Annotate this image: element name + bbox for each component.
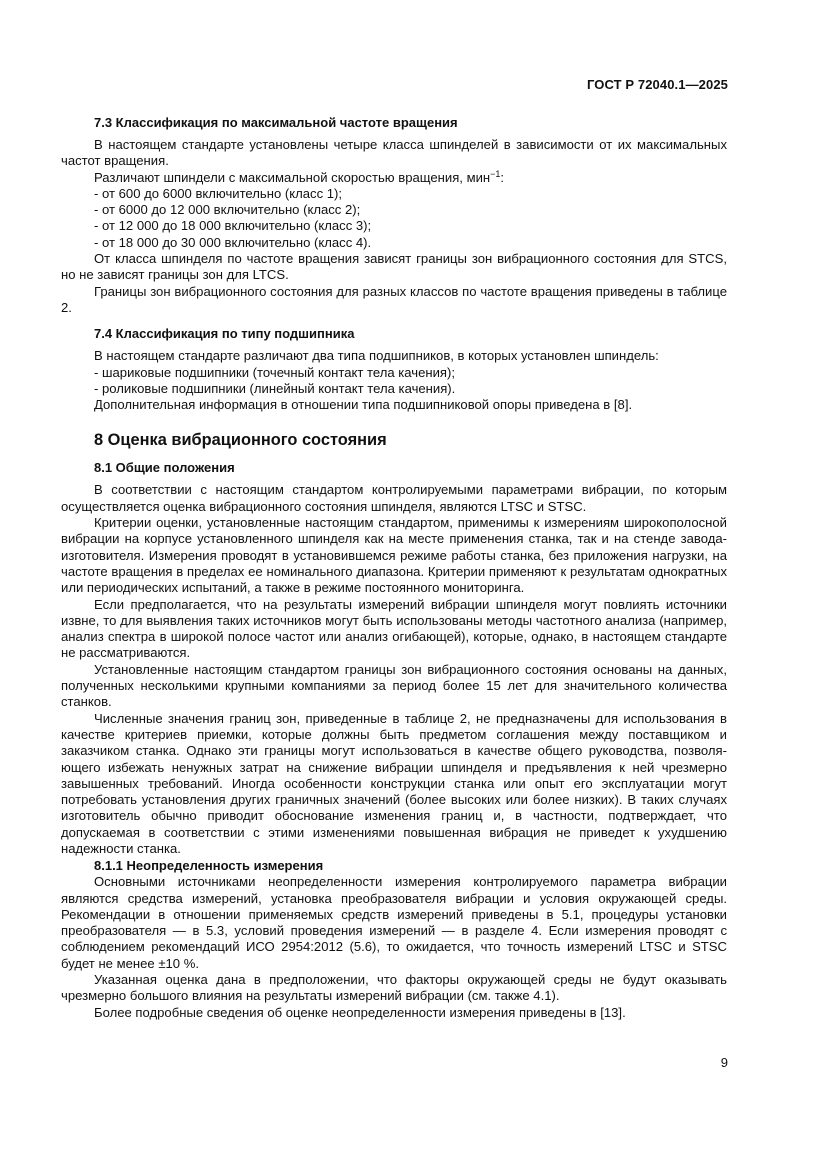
paragraph-text: Различают шпиндели с максимальной скоростью вращения, мин — [94, 169, 491, 185]
section-8-1-1-paragraph: Указанная оценка дана в предположении, что факторы окружающей среды не будут оказывать чрезмерно большого влияния на результаты измерений вибрации (см. также 4.1). — [61, 972, 727, 1004]
section-7-3-heading: 7.3 Классификация по максимальной частоте вращения — [94, 115, 458, 130]
section-7-3-paragraph-4: Границы зон вибрационного состояния для разных классов по частоте вращения приведены в таблице 2. — [61, 283, 727, 315]
section-8-1-paragraph: Если предполагается, что на результаты измерений вибрации шпинделя могут повлиять источники извне, то для выявления таких источников могут быть использованы методы частотного анализа (например, анализ спектра в широкой полосе частот или анализ огибающей), которые, однако, в настоящем стандарте не рассматриваются. — [61, 596, 727, 661]
section-8-1-paragraph: Критерии оценки, установленные настоящим стандартом, применимы к измерениям широкополосной вибрации на корпусе установленного шпинделя как на месте применения станка, так и на стенде завода-изготовителя. Измерения проводят в установившемся режиме работы станка, без приложения нагрузки, на частоте вращения в пределах ее номинального диапазона. Критерии применяют к результатам однократных или периодических испытаний, а также в режиме постоянного мониторинга. — [61, 515, 727, 596]
section-8-1-1-paragraph: Основными источниками неопределенности измерения контролируемого параметра вибрации являются средства измерений, установка преобразователя вибрации и условия окружающей среды. Рекомендации в отношении применяемых средств измерений приведены в 5.1, процедуры установки преобразователя — в 5.3, условий проведения измерений — в разделе 4. Если измерения проводят с соблюдением рекомендаций ИСО 2954:2012 (5.6), то ожидается, что точность измерений LTSC и STSC будет не менее ±10 %. — [61, 874, 727, 971]
section-7-3-paragraph-2 — [61, 170, 727, 186]
section-8-1-heading: 8.1 Общие положения — [94, 460, 235, 476]
class-list-item: - от 600 до 6000 включительно (класс 1); — [94, 185, 343, 201]
section-8-1-paragraph: В соответствии с настоящим стандартом контролируемыми параметрами вибрации, по которым осуществляется оценка вибрационного состояния шпинделя, являются LTSC и STSC. — [61, 482, 727, 514]
section-7-3-paragraph-1: В настоящем стандарте установлены четыре класса шпинделей в зависимости от их максимальных частот вращения. — [61, 137, 727, 169]
document-id-header: ГОСТ Р 72040.1—2025 — [586, 77, 728, 92]
section-8-heading: 8 Оценка вибрационного состояния — [94, 431, 387, 450]
section-7-3-paragraph-3: От класса шпинделя по частоте вращения зависят границы зон вибрационного состояния для STCS, но не зависят границы зон для LTCS. — [61, 251, 727, 283]
class-list-item: - от 12 000 до 18 000 включительно (класс 3); — [94, 218, 372, 234]
bearing-list-item: - шариковые подшипники (точечный контакт тела качения); — [94, 364, 456, 380]
section-8-1-paragraph: Установленные настоящим стандартом границы зон вибрационного состояния основаны на данных, полученных несколькими крупными компаниями за период более 15 лет для значительного количества станков. — [61, 661, 727, 710]
class-list-item: - от 6000 до 12 000 включительно (класс 2); — [94, 202, 361, 218]
page-number: 9 — [720, 1055, 728, 1070]
section-8-1-paragraph: Численные значения границ зон, приведенные в таблице 2, не предназначены для использования в качестве критериев приемки, которые должны быть предметом соглашения между поставщиком и заказчиком станка. Однако эти границы могут использоваться в качестве общего руководства, позволяющего избежать ненужных затрат на снижение вибрации шпинделя и предъявления к ней чрезмерно завышенных требований. Иногда особенности конструкции станка или опыт его эксплуатации могут потребовать установления других граничных значений (более высоких или более низких). В таких случаях изготовитель обычно приводит обоснование изменения границ и, в частности, подтверждает, что допускаемая в соответствии с этими изменениями повышенная вибрация не приведет к ухудшению надежности станка. — [61, 710, 727, 856]
bearing-list-item: - роликовые подшипники (линейный контакт тела качения). — [94, 380, 456, 396]
section-8-1-1-heading: 8.1.1 Неопределенность измерения — [94, 858, 324, 874]
document-body — [61, 114, 727, 1021]
class-list-item: - от 18 000 до 30 000 включительно (класс 4). — [94, 234, 372, 250]
section-8-1-1-paragraph: Более подробные сведения об оценке неопределенности измерения приведены в [13]. — [94, 1004, 626, 1020]
section-7-4-heading: 7.4 Классификация по типу подшипника — [94, 326, 355, 342]
paragraph-tail: : — [500, 169, 505, 185]
section-7-4-paragraph-1: В настоящем стандарте различают два типа подшипников, в которых установлен шпиндель: — [94, 348, 659, 364]
section-7-4-paragraph-2: Дополнительная информация в отношении типа подшипниковой опоры приведена в [8]. — [94, 397, 633, 413]
superscript: −1 — [490, 168, 501, 179]
